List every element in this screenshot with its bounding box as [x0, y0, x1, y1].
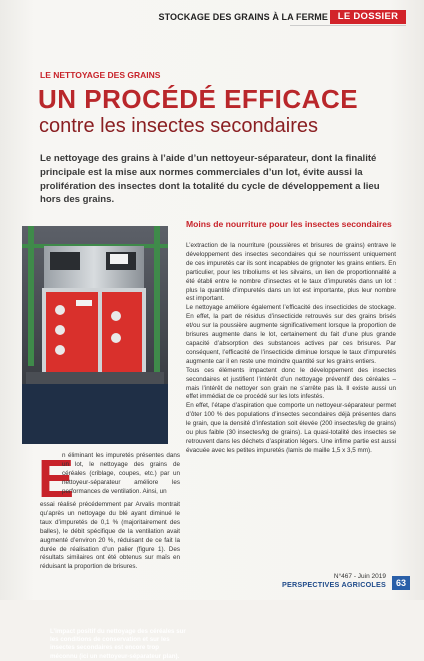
drop-cap — [38, 449, 75, 509]
section-subheading: Moins de nourriture pour les insectes secondaires — [186, 219, 392, 229]
issue-number: N°467 - Juin 2019 — [333, 573, 386, 580]
section-title: STOCKAGE DES GRAINS À LA FERME — [158, 12, 328, 22]
article-kicker: LE NETTOYAGE DES GRAINS — [40, 70, 161, 80]
page-number: 63 — [392, 576, 410, 590]
body-column-2 — [186, 242, 396, 456]
article-subtitle: contre les insectes secondaires — [39, 115, 319, 137]
paragraph: Tous ces éléments impactent donc le développement des insectes secondaires et justifient l’intérêt d’un nettoyage préventif des céréales – mais l’intérêt de nettoyer son grain ne s’arrête pas là. Il existe aussi un effet immédiat de ce procédé sur les lots infestés. — [186, 366, 396, 401]
drop-cap-glyph — [38, 449, 75, 509]
article-lede: Le nettoyage des grains à l’aide d’un nettoyeur-séparateur, dont la finalité principale est la mise aux normes commerciales d’un lot, évite aussi la prolifération des insectes dont la totalité du cycle de développement a lieu hors des grains. — [40, 153, 380, 206]
svg-text:E: E — [38, 449, 75, 509]
magazine-name: PERSPECTIVES AGRICOLES — [282, 580, 386, 589]
body-column-1-bottom: essai réalisé précédemment par Arvalis montrait qu’après un nettoyage du blé ayant diminué le taux d’impuretés de 0,1 % (majoritairement des balles), le débit spécifique de la ventilation avait augmenté d’environ 20 %, réduisant de ce fait la durée de réalisation d’un palier (figure 1). Des résultats similaires ont été obtenus sur maïs en réduisant la proportion de brisures. — [40, 501, 180, 571]
cleaner-separator-illustration — [22, 226, 168, 444]
paragraph: En effet, l’étape d’aspiration que comporte un nettoyeur-séparateur permet d’ôter 100 % des populations d’insectes secondaires déjà présentes dans le grain, que la densité d’infestation soit élevée (200 insectes/kg de grains) ou plus faible (30 insectes/kg de grains). La quasi-totalité des insectes se retrouvent dans les déchets d’aspiration légers. Une infime partie est aussi évacuée avec les petites impuretés (lamis de maille 1,5 x 3,5 mm). — [186, 402, 396, 454]
page-footer — [282, 573, 386, 589]
article-title: UN PROCÉDÉ EFFICACE — [38, 84, 359, 114]
paragraph: L’extraction de la nourriture (poussières et brisures de grains) entrave le développement des insectes secondaires qui se nourrissent uniquement de ces impuretés car ils sont incapables de grignoter les grains entiers. En particulier, pour les triboliums et les silvains, un lien de proportionnalité a été établi entre le nombre d’insectes et le taux d’impuretés dans un lot : plus la quantité d’impuretés dans un lot est importante, plus leur nombre est important. — [186, 242, 396, 303]
running-header — [0, 8, 424, 26]
body-column-1-top: n éliminant les impuretés présentes dans un lot, le nettoyage des grains de céréales (criblage, coupes, etc.) par un nettoyeur-séparateur améliore les performances de ventilation. Ainsi, un — [62, 452, 180, 495]
photo-caption: L’impact positif du nettoyage des céréales sur les conditions de conservation et sur les insectes secondaires est encore trop méconnu (ici un nettoyeur-séparateur plan). — [50, 628, 186, 660]
dossier-tag: LE DOSSIER — [330, 10, 406, 24]
paragraph: Le nettoyage améliore également l’efficacité des insecticides de stockage. En effet, la part de résidus d’insecticide retrouvés sur des grains brisés et/ou sur la poussière augmente significativement lorsque la proportion de brisures augmente dans le lot, certainement du fait d’une plus grande capacité d’absorption des substances actives par ces brisures. Par conséquent, l’efficacité de l’insecticide diminue lorsque le taux d’impuretés augmente car il en reste une moindre quantité sur les grains entiers. — [186, 304, 396, 365]
header-rule — [290, 25, 406, 26]
